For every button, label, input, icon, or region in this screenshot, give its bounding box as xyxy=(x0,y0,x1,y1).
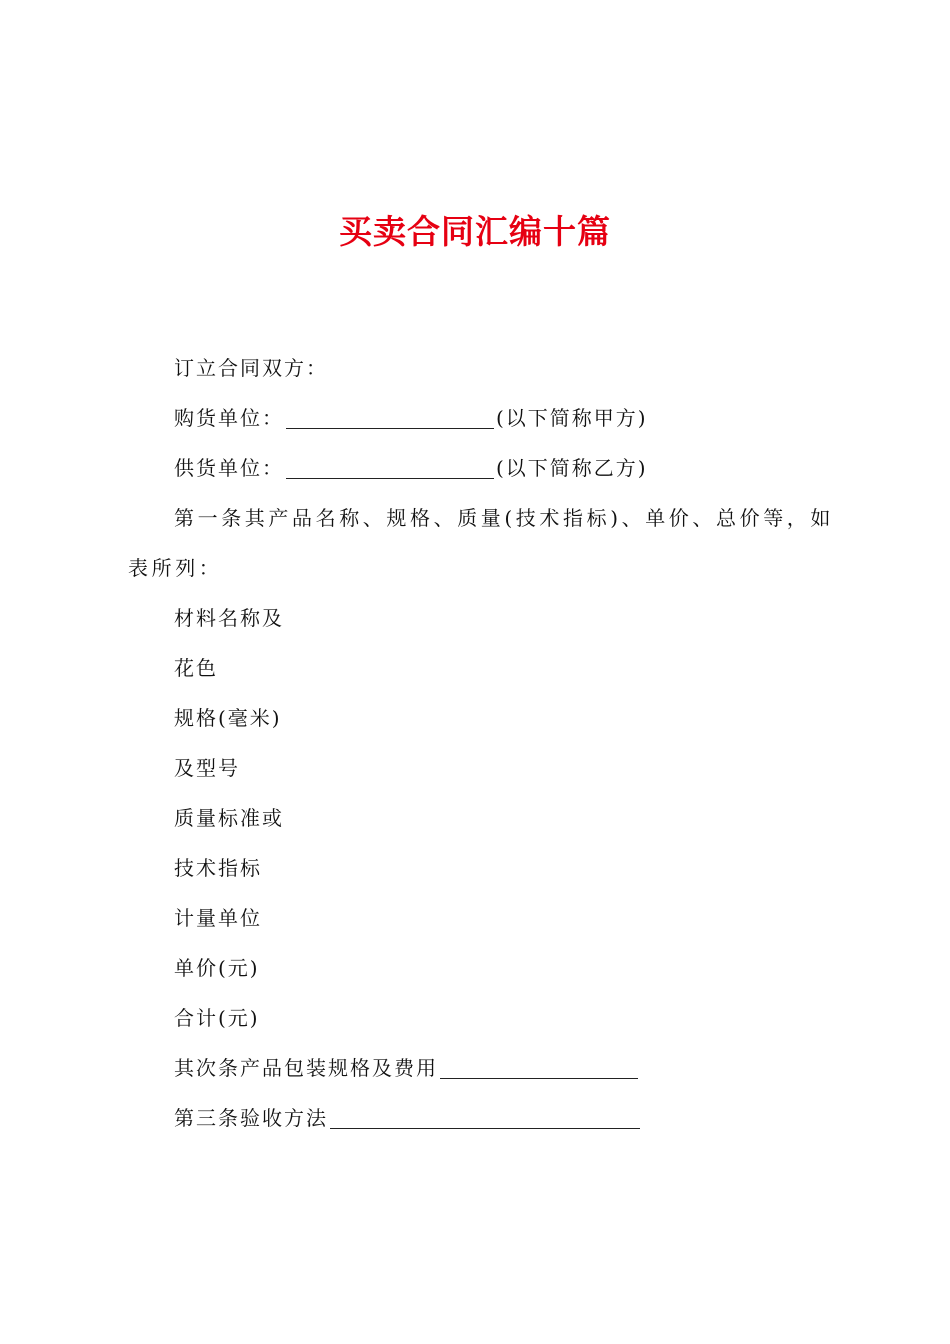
article-3-text: 第三条验收方法 xyxy=(174,1106,328,1130)
buyer-suffix: (以下简称甲方) xyxy=(496,406,648,430)
seller-suffix: (以下简称乙方) xyxy=(496,456,648,480)
article-2-blank xyxy=(440,1052,638,1079)
article-1: 第一条其产品名称、规格、质量(技术指标)、单价、总价等，如表所列： xyxy=(128,506,835,580)
item-unit: 计量单位 xyxy=(174,906,262,930)
seller-label: 供货单位： xyxy=(174,456,284,480)
item-spec: 规格(毫米) xyxy=(174,706,282,730)
seller-line xyxy=(128,443,838,493)
item-color: 花色 xyxy=(174,656,218,680)
item-tech: 技术指标 xyxy=(174,856,262,880)
item-model: 及型号 xyxy=(174,756,240,780)
document-title: 买卖合同汇编十篇 xyxy=(339,212,611,251)
item-material: 材料名称及 xyxy=(174,606,284,630)
item-total: 合计(元) xyxy=(174,1006,260,1030)
article-2-text: 其次条产品包装规格及费用 xyxy=(174,1056,438,1080)
seller-blank xyxy=(286,452,494,479)
article-3 xyxy=(128,1093,838,1143)
document-body xyxy=(128,343,838,1143)
article-3-blank xyxy=(330,1102,640,1129)
article-2 xyxy=(128,1043,838,1093)
parties-line: 订立合同双方： xyxy=(174,356,328,380)
buyer-line xyxy=(128,393,838,443)
item-quality: 质量标准或 xyxy=(174,806,284,830)
item-price: 单价(元) xyxy=(174,956,260,980)
buyer-label: 购货单位： xyxy=(174,406,284,430)
buyer-blank xyxy=(286,402,494,429)
